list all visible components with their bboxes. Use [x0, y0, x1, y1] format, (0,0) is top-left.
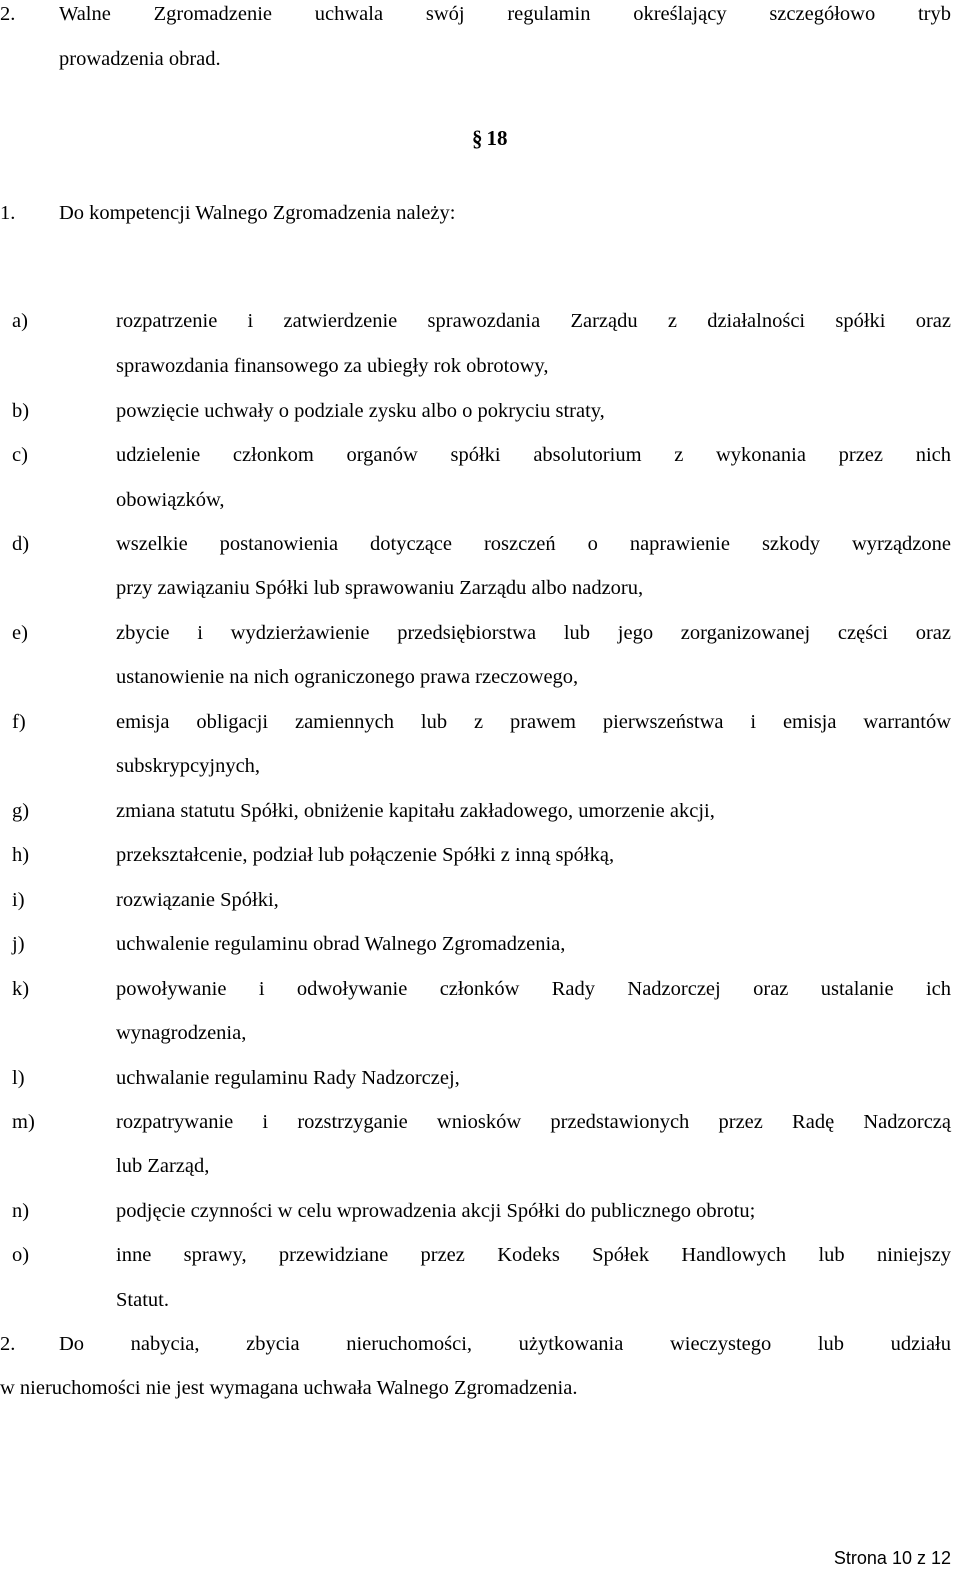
list-item-line: obowiązków,: [116, 489, 225, 511]
intro-line-2: prowadzenia obrad.: [59, 48, 221, 70]
point1-number: 1.: [0, 202, 16, 224]
list-item-label: e): [12, 622, 28, 644]
list-item-line: subskrypcyjnych,: [116, 755, 261, 777]
list-item-label: l): [12, 1067, 25, 1089]
list-item-line: podjęcie czynności w celu wprowadzenia akcji Spółki do publicznego obrotu;: [116, 1200, 756, 1222]
list-item-line: przekształcenie, podział lub połączenie Spółki z inną spółką,: [116, 844, 615, 866]
list-item-line: rozpatrywanie i rozstrzyganie wniosków przedstawionych przez Radę Nadzorczą: [116, 1111, 951, 1133]
list-item-line: emisja obligacji zamiennych lub z prawem pierwszeństwa i emisja warrantów: [116, 711, 951, 733]
list-item-label: b): [12, 400, 30, 422]
list-item-label: g): [12, 800, 30, 822]
list-item-line: inne sprawy, przewidziane przez Kodeks Spółek Handlowych lub niniejszy: [116, 1244, 951, 1266]
list-item-line: wynagrodzenia,: [116, 1022, 247, 1044]
list-item-label: j): [12, 933, 25, 955]
list-item-label: c): [12, 444, 28, 466]
list-item-label: n): [12, 1200, 30, 1222]
list-item-label: f): [12, 711, 26, 733]
list-item-line: rozpatrzenie i zatwierdzenie sprawozdania Zarządu z działalności spółki oraz: [116, 310, 951, 332]
paragraph-sign: §: [472, 125, 483, 151]
list-item-label: a): [12, 310, 28, 332]
list-item-line: Statut.: [116, 1289, 169, 1311]
list-item-line: wszelkie postanowienia dotyczące roszczeń o naprawienie szkody wyrządzone: [116, 533, 951, 555]
list-item-label: d): [12, 533, 30, 555]
intro-number: 2.: [0, 3, 16, 25]
list-item-line: zbycie i wydzierżawienie przedsiębiorstwa lub jego zorganizowanej części oraz: [116, 622, 951, 644]
list-item-line: udzielenie członkom organów spółki absolutorium z wykonania przez nich: [116, 444, 951, 466]
section-heading: [472, 125, 508, 151]
list-item-line: lub Zarząd,: [116, 1155, 210, 1177]
intro-line-1: Walne Zgromadzenie uchwala swój regulamin określający szczegółowo tryb: [59, 3, 951, 25]
list-item-label: h): [12, 844, 30, 866]
list-item-label: m): [12, 1111, 35, 1133]
page-number: Strona 10 z 12: [833, 1548, 951, 1568]
list-item-line: uchwalenie regulaminu obrad Walnego Zgromadzenia,: [116, 933, 566, 955]
list-item-line: zmiana statutu Spółki, obniżenie kapitału zakładowego, umorzenie akcji,: [116, 800, 715, 822]
list-item-line: przy zawiązaniu Spółki lub sprawowaniu Zarządu albo nadzoru,: [116, 577, 644, 599]
list-item-line: sprawozdania finansowego za ubiegły rok obrotowy,: [116, 355, 549, 377]
list-item-label: k): [12, 978, 30, 1000]
point2-number: 2.: [0, 1333, 16, 1355]
section-number: 18: [486, 126, 508, 150]
list-item-line: powzięcie uchwały o podziale zysku albo o pokryciu straty,: [116, 400, 605, 422]
list-item-label: i): [12, 889, 25, 911]
list-item-line: rozwiązanie Spółki,: [116, 889, 279, 911]
point2-line-1: Do nabycia, zbycia nieruchomości, użytkowania wieczystego lub udziału: [59, 1333, 951, 1355]
list-item-line: ustanowienie na nich ograniczonego prawa rzeczowego,: [116, 666, 579, 688]
list-item-line: uchwalanie regulaminu Rady Nadzorczej,: [116, 1067, 460, 1089]
list-item-label: o): [12, 1244, 30, 1266]
list-item-line: powoływanie i odwoływanie członków Rady Nadzorczej oraz ustalanie ich: [116, 978, 951, 1000]
point2-line-2: w nieruchomości nie jest wymagana uchwała Walnego Zgromadzenia.: [0, 1377, 578, 1399]
point1-text: Do kompetencji Walnego Zgromadzenia należy:: [59, 202, 456, 224]
